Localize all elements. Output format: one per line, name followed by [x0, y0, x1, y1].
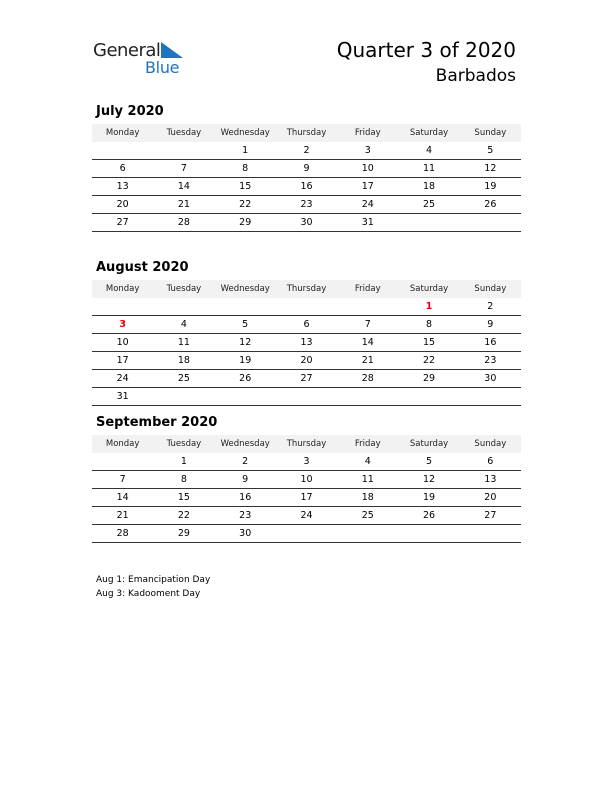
- day-cell: 15: [423, 337, 436, 348]
- dow-thursday: Thursday: [286, 128, 327, 138]
- day-cell: 5: [487, 145, 494, 156]
- week-row: [92, 453, 521, 471]
- day-cell: 16: [239, 492, 252, 503]
- dow-monday: Monday: [105, 284, 140, 294]
- day-cell: [153, 142, 214, 159]
- day-cell: 16: [484, 337, 497, 348]
- day-cell: 20: [484, 492, 497, 503]
- day-cell: 20: [116, 199, 129, 210]
- day-cell: 3: [119, 319, 126, 330]
- month-july: [92, 103, 521, 232]
- day-cell: 3: [364, 145, 371, 156]
- day-cell: [398, 388, 459, 405]
- day-cell: 30: [239, 528, 252, 539]
- day-cell: 25: [423, 199, 436, 210]
- day-cell: 27: [484, 510, 497, 521]
- day-cell: 25: [361, 510, 374, 521]
- day-cell: 31: [361, 217, 374, 228]
- day-cell: 23: [484, 355, 497, 366]
- week-row: [92, 352, 521, 370]
- day-cell: 4: [180, 319, 187, 330]
- day-cell: 21: [361, 355, 374, 366]
- week-rows: [92, 142, 521, 232]
- logo-word-general: General: [93, 40, 161, 61]
- day-cell: 11: [423, 163, 436, 174]
- day-cell: 29: [423, 373, 436, 384]
- dow-sunday: Sunday: [474, 439, 507, 449]
- day-cell: 10: [361, 163, 374, 174]
- day-cell: [276, 525, 337, 542]
- day-cell: 8: [180, 474, 187, 485]
- day-cell: [92, 142, 153, 159]
- day-cell: 1: [425, 301, 433, 312]
- day-cell: 23: [239, 510, 252, 521]
- day-cell: 4: [426, 145, 433, 156]
- day-of-week-header: [92, 435, 521, 453]
- dow-sunday: Sunday: [474, 284, 507, 294]
- day-cell: 17: [116, 355, 129, 366]
- dow-saturday: Saturday: [409, 284, 449, 294]
- day-cell: 9: [303, 163, 310, 174]
- day-cell: 13: [300, 337, 313, 348]
- day-cell: [460, 214, 521, 231]
- day-cell: 11: [361, 474, 374, 485]
- day-cell: 2: [487, 301, 494, 312]
- week-row: [92, 142, 521, 160]
- month-title: September 2020: [96, 415, 218, 430]
- dow-thursday: Thursday: [286, 439, 327, 449]
- dow-tuesday: Tuesday: [166, 439, 202, 449]
- day-cell: 21: [116, 510, 129, 521]
- day-cell: 24: [300, 510, 313, 521]
- week-row: [92, 471, 521, 489]
- dow-wednesday: Wednesday: [220, 128, 270, 138]
- day-cell: 19: [484, 181, 497, 192]
- day-cell: 27: [300, 373, 313, 384]
- week-row: [92, 298, 521, 316]
- day-cell: 2: [242, 456, 249, 467]
- day-cell: 22: [177, 510, 190, 521]
- day-cell: 20: [300, 355, 313, 366]
- day-cell: [215, 388, 276, 405]
- week-rows: [92, 298, 521, 406]
- day-cell: 12: [423, 474, 436, 485]
- day-cell: 29: [177, 528, 190, 539]
- day-cell: 19: [239, 355, 252, 366]
- holiday-notes: [96, 573, 210, 601]
- day-cell: [398, 214, 459, 231]
- week-row: [92, 525, 521, 543]
- day-cell: 14: [177, 181, 190, 192]
- day-cell: 11: [177, 337, 190, 348]
- day-of-week-header: [92, 280, 521, 298]
- day-cell: 18: [361, 492, 374, 503]
- day-cell: [215, 298, 276, 315]
- day-cell: 19: [423, 492, 436, 503]
- country-name: Barbados: [435, 66, 516, 86]
- dow-monday: Monday: [105, 128, 140, 138]
- day-cell: 30: [300, 217, 313, 228]
- day-cell: [153, 388, 214, 405]
- holiday-note: Aug 1: Emancipation Day: [96, 575, 211, 585]
- day-cell: [92, 298, 153, 315]
- day-cell: 7: [364, 319, 371, 330]
- day-cell: [276, 388, 337, 405]
- day-cell: 18: [177, 355, 190, 366]
- dow-wednesday: Wednesday: [220, 439, 270, 449]
- week-row: [92, 316, 521, 334]
- week-row: [92, 388, 521, 406]
- dow-wednesday: Wednesday: [220, 284, 270, 294]
- day-cell: 15: [177, 492, 190, 503]
- day-cell: 8: [242, 163, 249, 174]
- logo-word-blue: Blue: [145, 58, 180, 77]
- day-cell: [337, 298, 398, 315]
- month-title: August 2020: [96, 260, 189, 275]
- day-cell: 26: [423, 510, 436, 521]
- day-cell: 10: [116, 337, 129, 348]
- week-rows: [92, 453, 521, 543]
- dow-monday: Monday: [105, 439, 140, 449]
- day-cell: 17: [361, 181, 374, 192]
- day-cell: 9: [242, 474, 249, 485]
- day-cell: 2: [303, 145, 310, 156]
- day-cell: 7: [180, 163, 187, 174]
- day-cell: 3: [303, 456, 310, 467]
- general-blue-logo: [93, 40, 203, 80]
- day-cell: [337, 525, 398, 542]
- day-cell: 28: [361, 373, 374, 384]
- week-row: [92, 370, 521, 388]
- day-cell: 22: [423, 355, 436, 366]
- day-cell: 4: [364, 456, 371, 467]
- month-august: [92, 259, 521, 406]
- dow-friday: Friday: [354, 284, 381, 294]
- week-row: [92, 178, 521, 196]
- day-cell: 7: [119, 474, 126, 485]
- day-cell: 28: [116, 528, 129, 539]
- dow-friday: Friday: [354, 439, 381, 449]
- day-cell: 6: [303, 319, 310, 330]
- day-cell: [337, 388, 398, 405]
- week-row: [92, 334, 521, 352]
- dow-saturday: Saturday: [409, 128, 449, 138]
- day-cell: 22: [239, 199, 252, 210]
- month-title: July 2020: [96, 104, 164, 119]
- day-cell: 21: [177, 199, 190, 210]
- day-cell: 18: [423, 181, 436, 192]
- month-september: [92, 414, 521, 543]
- week-row: [92, 489, 521, 507]
- logo-triangle-icon: [161, 42, 183, 58]
- page-title: Quarter 3 of 2020: [336, 38, 516, 62]
- day-cell: 6: [487, 456, 494, 467]
- day-cell: 1: [180, 456, 187, 467]
- dow-thursday: Thursday: [286, 284, 327, 294]
- day-cell: 12: [239, 337, 252, 348]
- day-cell: [460, 388, 521, 405]
- day-cell: [398, 525, 459, 542]
- dow-tuesday: Tuesday: [166, 128, 202, 138]
- day-cell: 14: [116, 492, 129, 503]
- day-cell: 30: [484, 373, 497, 384]
- day-cell: 13: [484, 474, 497, 485]
- day-cell: [460, 525, 521, 542]
- day-cell: 23: [300, 199, 313, 210]
- dow-saturday: Saturday: [409, 439, 449, 449]
- day-cell: [276, 298, 337, 315]
- day-cell: 15: [239, 181, 252, 192]
- day-cell: 26: [239, 373, 252, 384]
- dow-friday: Friday: [354, 128, 381, 138]
- day-cell: 27: [116, 217, 129, 228]
- day-cell: 26: [484, 199, 497, 210]
- day-cell: 12: [484, 163, 497, 174]
- day-cell: [92, 453, 153, 470]
- day-of-week-header: [92, 124, 521, 142]
- day-cell: [153, 298, 214, 315]
- week-row: [92, 196, 521, 214]
- day-cell: 8: [426, 319, 433, 330]
- week-row: [92, 214, 521, 232]
- day-cell: 24: [361, 199, 374, 210]
- day-cell: 17: [300, 492, 313, 503]
- day-cell: 31: [116, 391, 129, 402]
- dow-sunday: Sunday: [474, 128, 507, 138]
- day-cell: 9: [487, 319, 494, 330]
- day-cell: 6: [119, 163, 126, 174]
- week-row: [92, 160, 521, 178]
- day-cell: 14: [361, 337, 374, 348]
- day-cell: 5: [426, 456, 433, 467]
- day-cell: 25: [177, 373, 190, 384]
- day-cell: 16: [300, 181, 313, 192]
- holiday-note: Aug 3: Kadooment Day: [96, 589, 201, 599]
- day-cell: 10: [300, 474, 313, 485]
- week-row: [92, 507, 521, 525]
- day-cell: 29: [239, 217, 252, 228]
- day-cell: 5: [242, 319, 249, 330]
- day-cell: 28: [177, 217, 190, 228]
- day-cell: 1: [242, 145, 249, 156]
- dow-tuesday: Tuesday: [166, 284, 202, 294]
- day-cell: 13: [116, 181, 129, 192]
- day-cell: 24: [116, 373, 129, 384]
